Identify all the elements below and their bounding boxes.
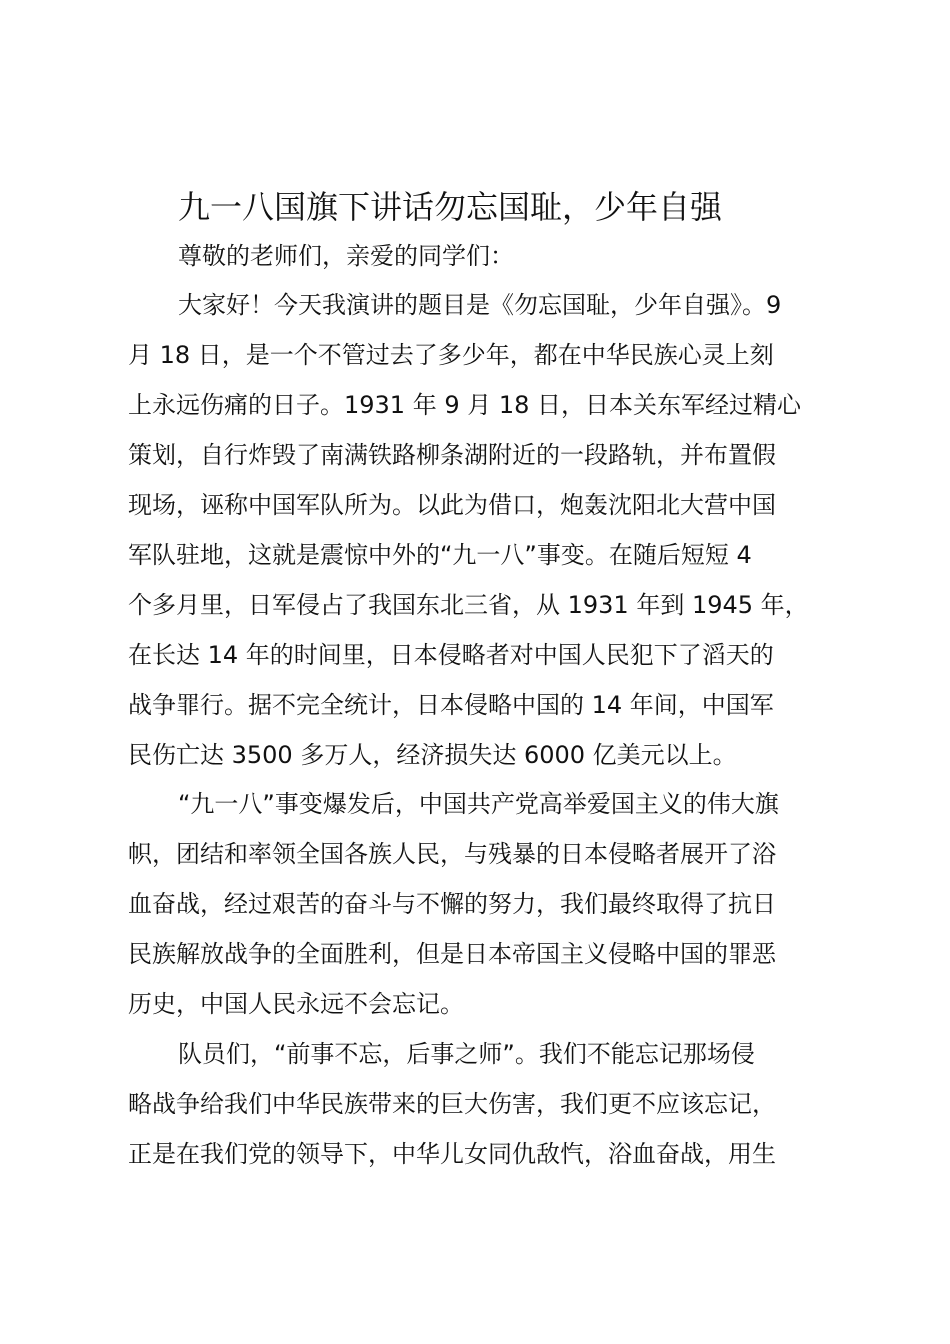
paragraph-line: 策划，自行炸毁了南满铁路柳条湖附近的一段路轨，并布置假	[128, 441, 776, 469]
paragraph-line: 战争罪行。据不完全统计，日本侵略中国的 14 年间，中国军	[128, 691, 774, 719]
paragraph-line: 略战争给我们中华民族带来的巨大伤害，我们更不应该忘记，	[128, 1090, 776, 1118]
paragraph-line: “九一八”事变爆发后，中国共产党高举爱国主义的伟大旗	[178, 790, 779, 818]
paragraph-line: 在长达 14 年的时间里，日本侵略者对中国人民犯下了滔天的	[128, 641, 774, 669]
paragraph-line: 个多月里，日军侵占了我国东北三省，从 1931 年到 1945 年，	[128, 591, 809, 619]
paragraph-line: 月 18 日，是一个不管过去了多少年，都在中华民族心灵上刻	[128, 341, 774, 369]
paragraph-line: 血奋战，经过艰苦的奋斗与不懈的努力，我们最终取得了抗日	[128, 890, 776, 918]
paragraph-line: 正是在我们党的领导下，中华儿女同仇敌忾，浴血奋战，用生	[128, 1140, 776, 1168]
paragraph-line: 民伤亡达 3500 多万人，经济损失达 6000 亿美元以上。	[128, 741, 737, 769]
paragraph-line: 帜，团结和率领全国各族人民，与残暴的日本侵略者展开了浴	[128, 840, 776, 868]
paragraph-line: 民族解放战争的全面胜利，但是日本帝国主义侵略中国的罪恶	[128, 940, 776, 968]
paragraph-line: 队员们，“前事不忘，后事之师”。我们不能忘记那场侵	[178, 1040, 755, 1068]
paragraph-line: 上永远伤痛的日子。1931 年 9 月 18 日，日本关东军经过精心	[128, 391, 802, 419]
paragraph-line: 军队驻地，这就是震惊中外的“九一八”事变。在随后短短 4	[128, 541, 752, 569]
document-title: 九一八国旗下讲话勿忘国耻，少年自强	[178, 188, 723, 226]
paragraph-line: 历史，中国人民永远不会忘记。	[128, 990, 464, 1018]
salutation-line: 尊敬的老师们，亲爱的同学们：	[178, 242, 514, 270]
paragraph-line: 大家好！今天我演讲的题目是《勿忘国耻，少年自强》。9	[178, 291, 782, 319]
paragraph-line: 现场，诬称中国军队所为。以此为借口，炮轰沈阳北大营中国	[128, 491, 776, 519]
